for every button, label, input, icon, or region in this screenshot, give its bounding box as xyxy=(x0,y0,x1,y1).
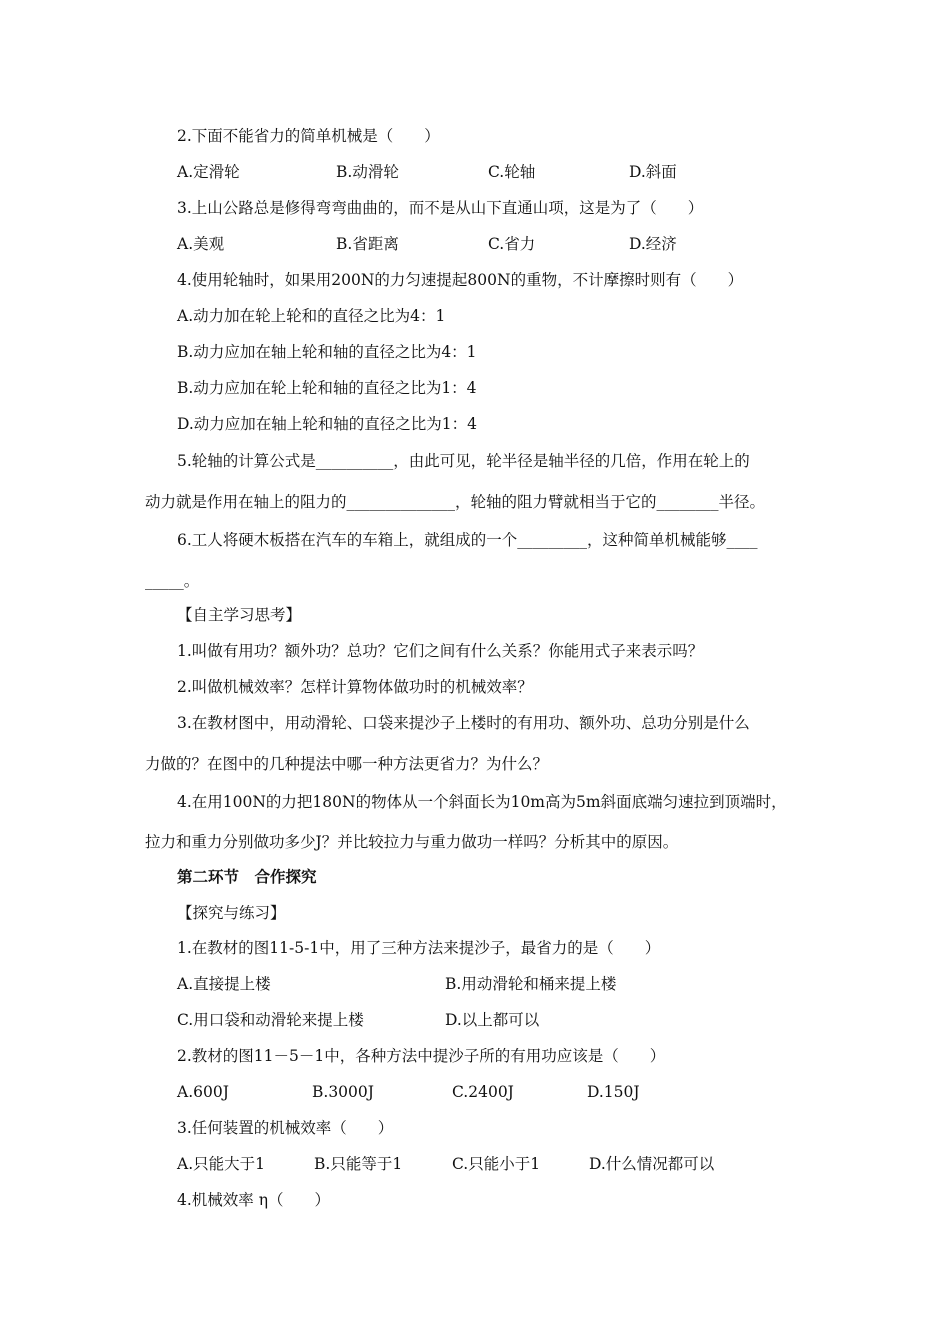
question-5-line-1: 5.轮轴的计算公式是__________，由此可见，轮半径是轴半径的几倍，作用在轮上的 xyxy=(177,452,750,470)
question-3-stem: 3.上山公路总是修得弯弯曲曲的，而不是从山下直通山项，这是为了（ ） xyxy=(177,199,704,217)
question-4-stem: 4.使用轮轴时，如果用200N的力匀速提起800N的重物，不计摩擦时则有（ ） xyxy=(177,271,744,289)
question-3-option-d: D.经济 xyxy=(629,235,677,253)
self-study-item-2: 2.叫做机械效率？怎样计算物体做功时的机械效率？ xyxy=(177,678,533,696)
exercise-3-option-b: B.只能等于1 xyxy=(314,1155,403,1173)
question-2-stem: 2.下面不能省力的简单机械是（ ） xyxy=(177,127,440,145)
self-study-item-1: 1.叫做有用功？额外功？总功？它们之间有什么关系？你能用式子来表示吗？ xyxy=(177,642,704,660)
question-3-option-c: C.省力 xyxy=(488,235,536,253)
self-study-item-4-line-2: 拉力和重力分别做功多少J？并比较拉力与重力做功一样吗？分析其中的原因。 xyxy=(145,833,679,851)
question-2-option-c: C.轮轴 xyxy=(488,163,536,181)
exercise-4-stem: 4.机械效率 η（ ） xyxy=(177,1191,331,1209)
exercise-1-stem: 1.在教材的图11-5-1中，用了三种方法来提沙子，最省力的是（ ） xyxy=(177,939,661,957)
exercise-1-option-c: C.用口袋和动滑轮来提上楼 xyxy=(177,1011,364,1029)
practice-heading: 【探究与练习】 xyxy=(177,904,286,922)
question-2-option-a: A.定滑轮 xyxy=(177,163,240,181)
question-3-option-a: A.美观 xyxy=(177,235,225,253)
exercise-3-option-d: D.什么情况都可以 xyxy=(589,1155,715,1173)
exercise-3-stem: 3.任何装置的机械效率（ ） xyxy=(177,1119,394,1137)
question-6-line-2: _____。 xyxy=(145,572,200,590)
question-4-option-d: D.动力应加在轴上轮和轴的直径之比为1：4 xyxy=(177,415,478,433)
exercise-1-option-d: D.以上都可以 xyxy=(445,1011,540,1029)
exercise-3-option-c: C.只能小于1 xyxy=(452,1155,541,1173)
exercise-1-option-b: B.用动滑轮和桶来提上楼 xyxy=(445,975,617,993)
exercise-1-option-a: A.直接提上楼 xyxy=(177,975,271,993)
exercise-2-stem: 2.教材的图11－5－1中，各种方法中提沙子所的有用功应该是（ ） xyxy=(177,1047,666,1065)
self-study-item-3-line-2: 力做的？在图中的几种提法中哪一种方法更省力？为什么？ xyxy=(145,755,549,773)
section-2-title: 第二环节 合作探究 xyxy=(177,867,317,886)
question-2-option-b: B.动滑轮 xyxy=(336,163,399,181)
question-4-option-b2: B.动力应加在轮上轮和轴的直径之比为1：4 xyxy=(177,379,477,397)
self-study-item-3-line-1: 3.在教材图中，用动滑轮、口袋来提沙子上楼时的有用功、额外功、总功分别是什么 xyxy=(177,714,750,732)
question-5-line-2: 动力就是作用在轴上的阻力的______________，轮轴的阻力臂就相当于它的________半径。 xyxy=(145,493,766,511)
question-2-option-d: D.斜面 xyxy=(629,163,677,181)
exercise-3-option-a: A.只能大于1 xyxy=(177,1155,265,1173)
question-4-option-a: A.动力加在轮上轮和的直径之比为4：1 xyxy=(177,307,446,325)
exercise-2-option-d: D.150J xyxy=(587,1083,640,1101)
exercise-2-option-a: A.600J xyxy=(177,1083,229,1101)
exercise-2-option-b: B.3000J xyxy=(312,1083,374,1101)
self-study-heading: 【自主学习思考】 xyxy=(177,606,302,624)
question-4-option-b: B.动力应加在轴上轮和轴的直径之比为4：1 xyxy=(177,343,477,361)
self-study-item-4-line-1: 4.在用100N的力把180N的物体从一个斜面长为10m高为5m斜面底端匀速拉到顶端时， xyxy=(177,793,787,811)
question-3-option-b: B.省距离 xyxy=(336,235,399,253)
question-6-line-1: 6.工人将硬木板搭在汽车的车箱上，就组成的一个_________，这种简单机械能够____ xyxy=(177,531,758,549)
exercise-2-option-c: C.2400J xyxy=(452,1083,514,1101)
